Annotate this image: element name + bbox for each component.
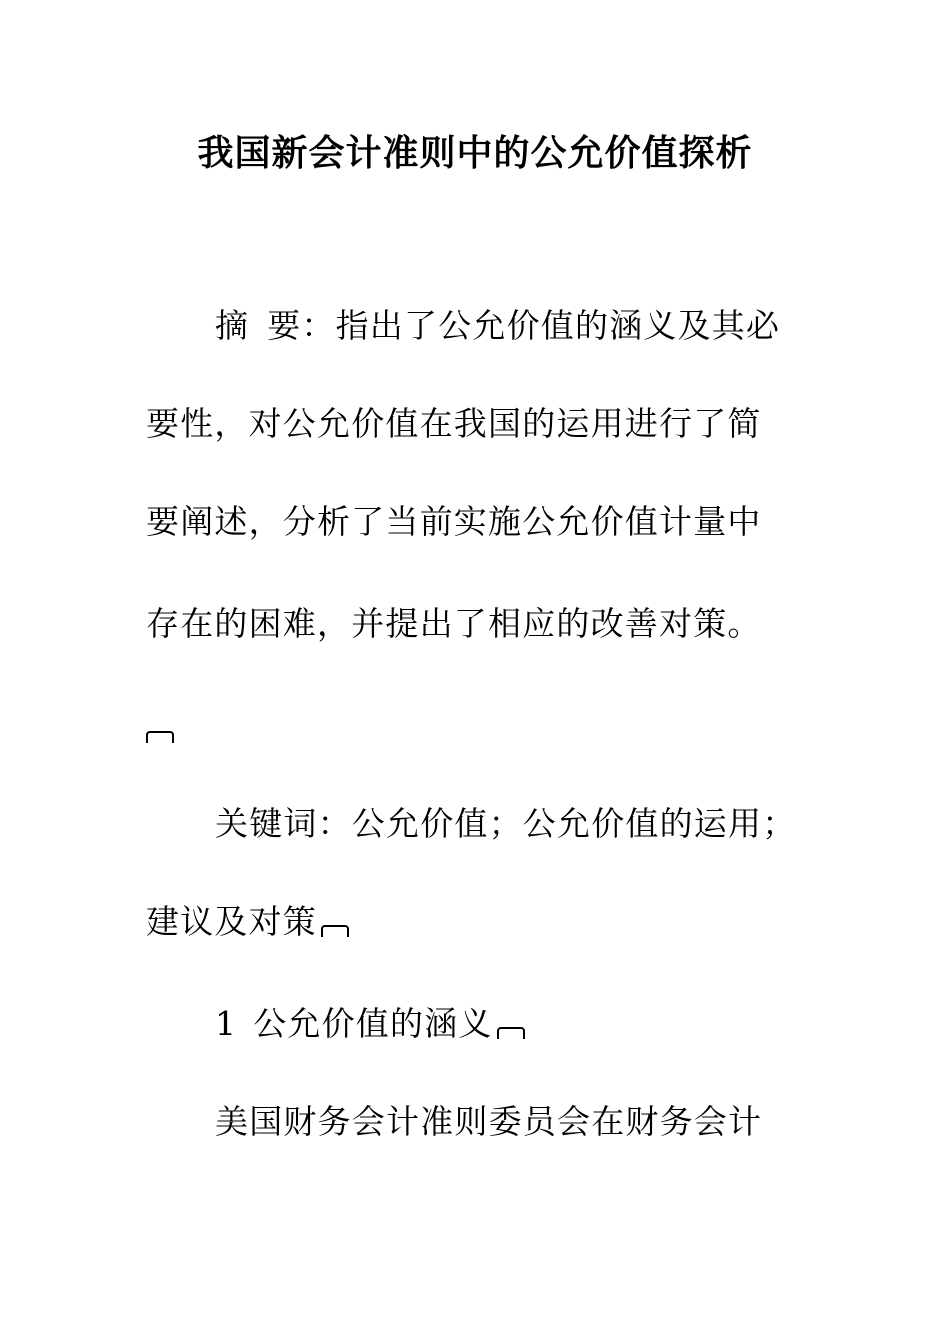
keywords-line-1: 关键词：公允价值；公允价值的运用； [215,804,797,843]
abstract-line-4: 存在的困难，并提出了相应的改善对策。 [146,604,762,643]
document-title: 我国新会计准则中的公允价值探析 [197,133,753,174]
section-number: 1 [215,1004,238,1043]
abstract-line-2: 要性，对公允价值在我国的运用进行了简 [146,404,762,443]
keywords-line-2 [146,898,349,946]
abstract-label-char-2: 要： [267,306,336,345]
abstract-line-3: 要阐述，分析了当前实施公允价值计量中 [146,502,762,541]
abstract-line-1 [215,302,780,350]
keywords-text-2: 建议及对策 [146,902,317,941]
body-line-1: 美国财务会计准则委员会在财务会计 [215,1102,763,1141]
section-title: 公允价值的涵义 [253,1004,493,1043]
abstract-text-1: 指出了公允价值的涵义及其必 [335,306,781,345]
paragraph-mark-icon [146,731,174,743]
paragraph-mark-icon [321,925,349,937]
abstract-label-char-1: 摘 [215,306,250,345]
paragraph-mark-icon [497,1027,525,1039]
empty-paragraph [146,704,174,752]
section-heading [215,1000,525,1048]
